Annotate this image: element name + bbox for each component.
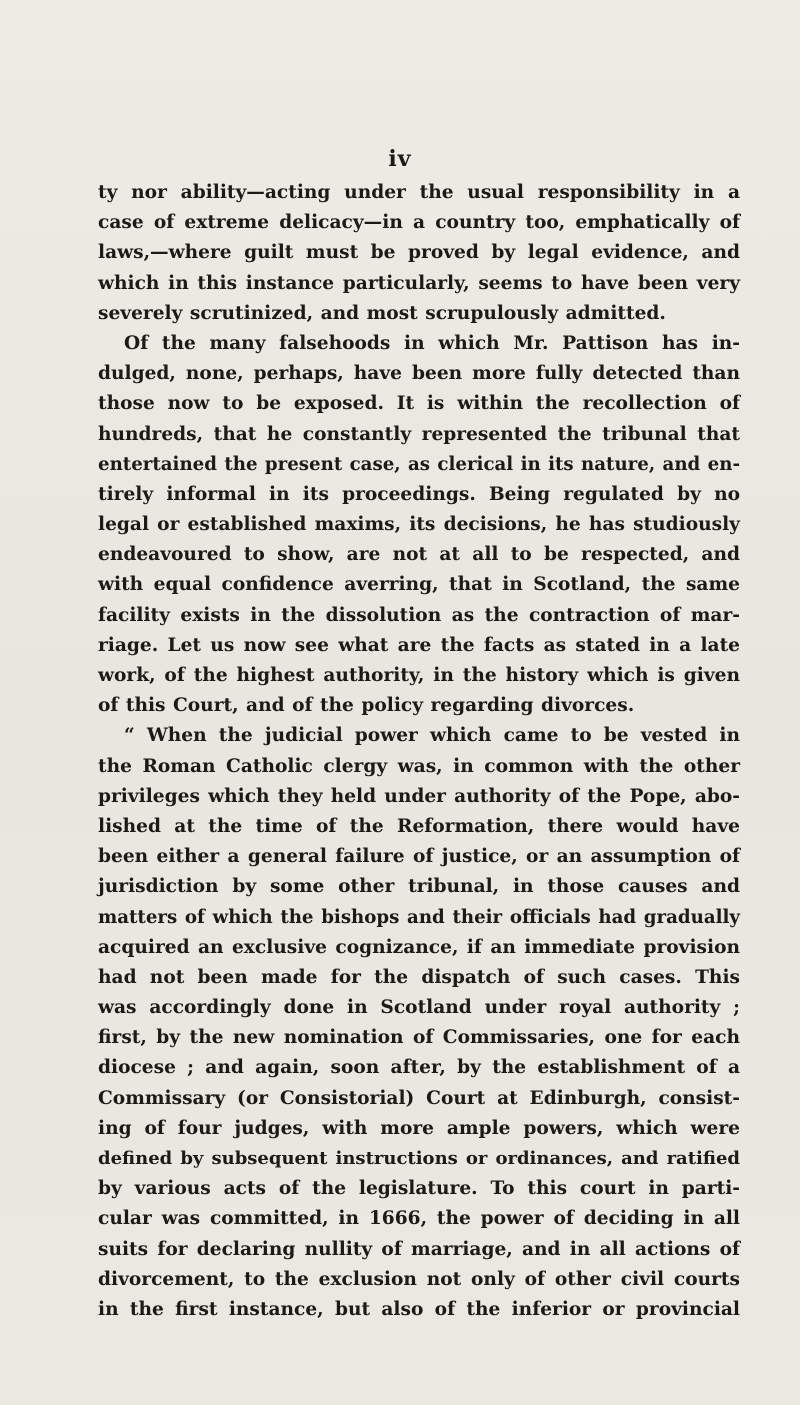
text-line: was accordingly done in Scotland under royal authority ; (98, 997, 740, 1019)
text-line: facility exists in the dissolution as the contraction of mar- (98, 604, 740, 626)
text-line: cular was committed, in 1666, the power of deciding in all (98, 1208, 740, 1230)
text-line: with equal confidence averring, that in Scotland, the same (98, 574, 740, 596)
text-line: tirely informal in its proceedings. Being regulated by no (98, 483, 740, 505)
text-line: been either a general failure of justice, or an assumption of (98, 846, 740, 868)
text-line: in the first instance, but also of the inferior or provincial (98, 1298, 740, 1320)
text-line: divorcement, to the exclusion not only of other civil courts (98, 1268, 740, 1290)
text-line: riage. Let us now see what are the facts as stated in a late (98, 634, 740, 656)
text-line: dulged, none, perhaps, have been more fully detected than (98, 363, 740, 385)
text-line: diocese ; and again, soon after, by the establishment of a (98, 1057, 740, 1079)
text-line: Commissary (or Consistorial) Court at Edinburgh, consist- (98, 1087, 740, 1109)
page-number: iv (388, 146, 412, 172)
body-text (98, 178, 740, 1325)
text-line: legal or established maxims, its decisions, he has studiously (98, 514, 740, 536)
text-line: first, by the new nomination of Commissaries, one for each (98, 1027, 740, 1049)
text-line: severely scrutinized, and most scrupulously admitted. (98, 302, 666, 324)
text-line: defined by subsequent instructions or ordinances, and ratified (98, 1148, 740, 1169)
text-line: had not been made for the dispatch of such cases. This (98, 966, 740, 988)
text-line: those now to be exposed. It is within the recollection of (98, 393, 740, 415)
text-line: case of extreme delicacy—in a country too, emphatically of (98, 212, 740, 234)
text-line: matters of which the bishops and their officials had gradually (98, 906, 740, 928)
text-line: work, of the highest authority, in the history which is given (98, 665, 740, 686)
text-line: suits for declaring nullity of marriage, and in all actions of (98, 1238, 740, 1260)
text-line: by various acts of the legislature. To this court in parti- (98, 1178, 740, 1200)
text-line: the Roman Catholic clergy was, in common with the other (98, 755, 740, 777)
text-line: entertained the present case, as clerical in its nature, and en- (98, 453, 740, 475)
text-line: jurisdiction by some other tribunal, in those causes and (98, 876, 740, 898)
text-line: of this Court, and of the policy regarding divorces. (98, 695, 635, 717)
text-line: hundreds, that he constantly represented the tribunal that (98, 423, 740, 445)
text-line: acquired an exclusive cognizance, if an immediate provision (98, 936, 740, 958)
text-line: ing of four judges, with more ample powers, which were (98, 1117, 740, 1139)
text-line: laws,—where guilt must be proved by legal evidence, and (98, 242, 740, 264)
text-line: lished at the time of the Reformation, there would have (98, 815, 740, 837)
text-line: “ When the judicial power which came to be vested in (124, 725, 740, 747)
text-line: which in this instance particularly, seems to have been very (98, 272, 740, 294)
text-line: ty nor ability—acting under the usual responsibility in a (98, 182, 740, 203)
text-line: privileges which they held under authority of the Pope, abo- (98, 785, 740, 807)
text-line: endeavoured to show, are not at all to be respected, and (98, 544, 740, 566)
text-line: Of the many falsehoods in which Mr. Pattison has in- (124, 332, 740, 354)
